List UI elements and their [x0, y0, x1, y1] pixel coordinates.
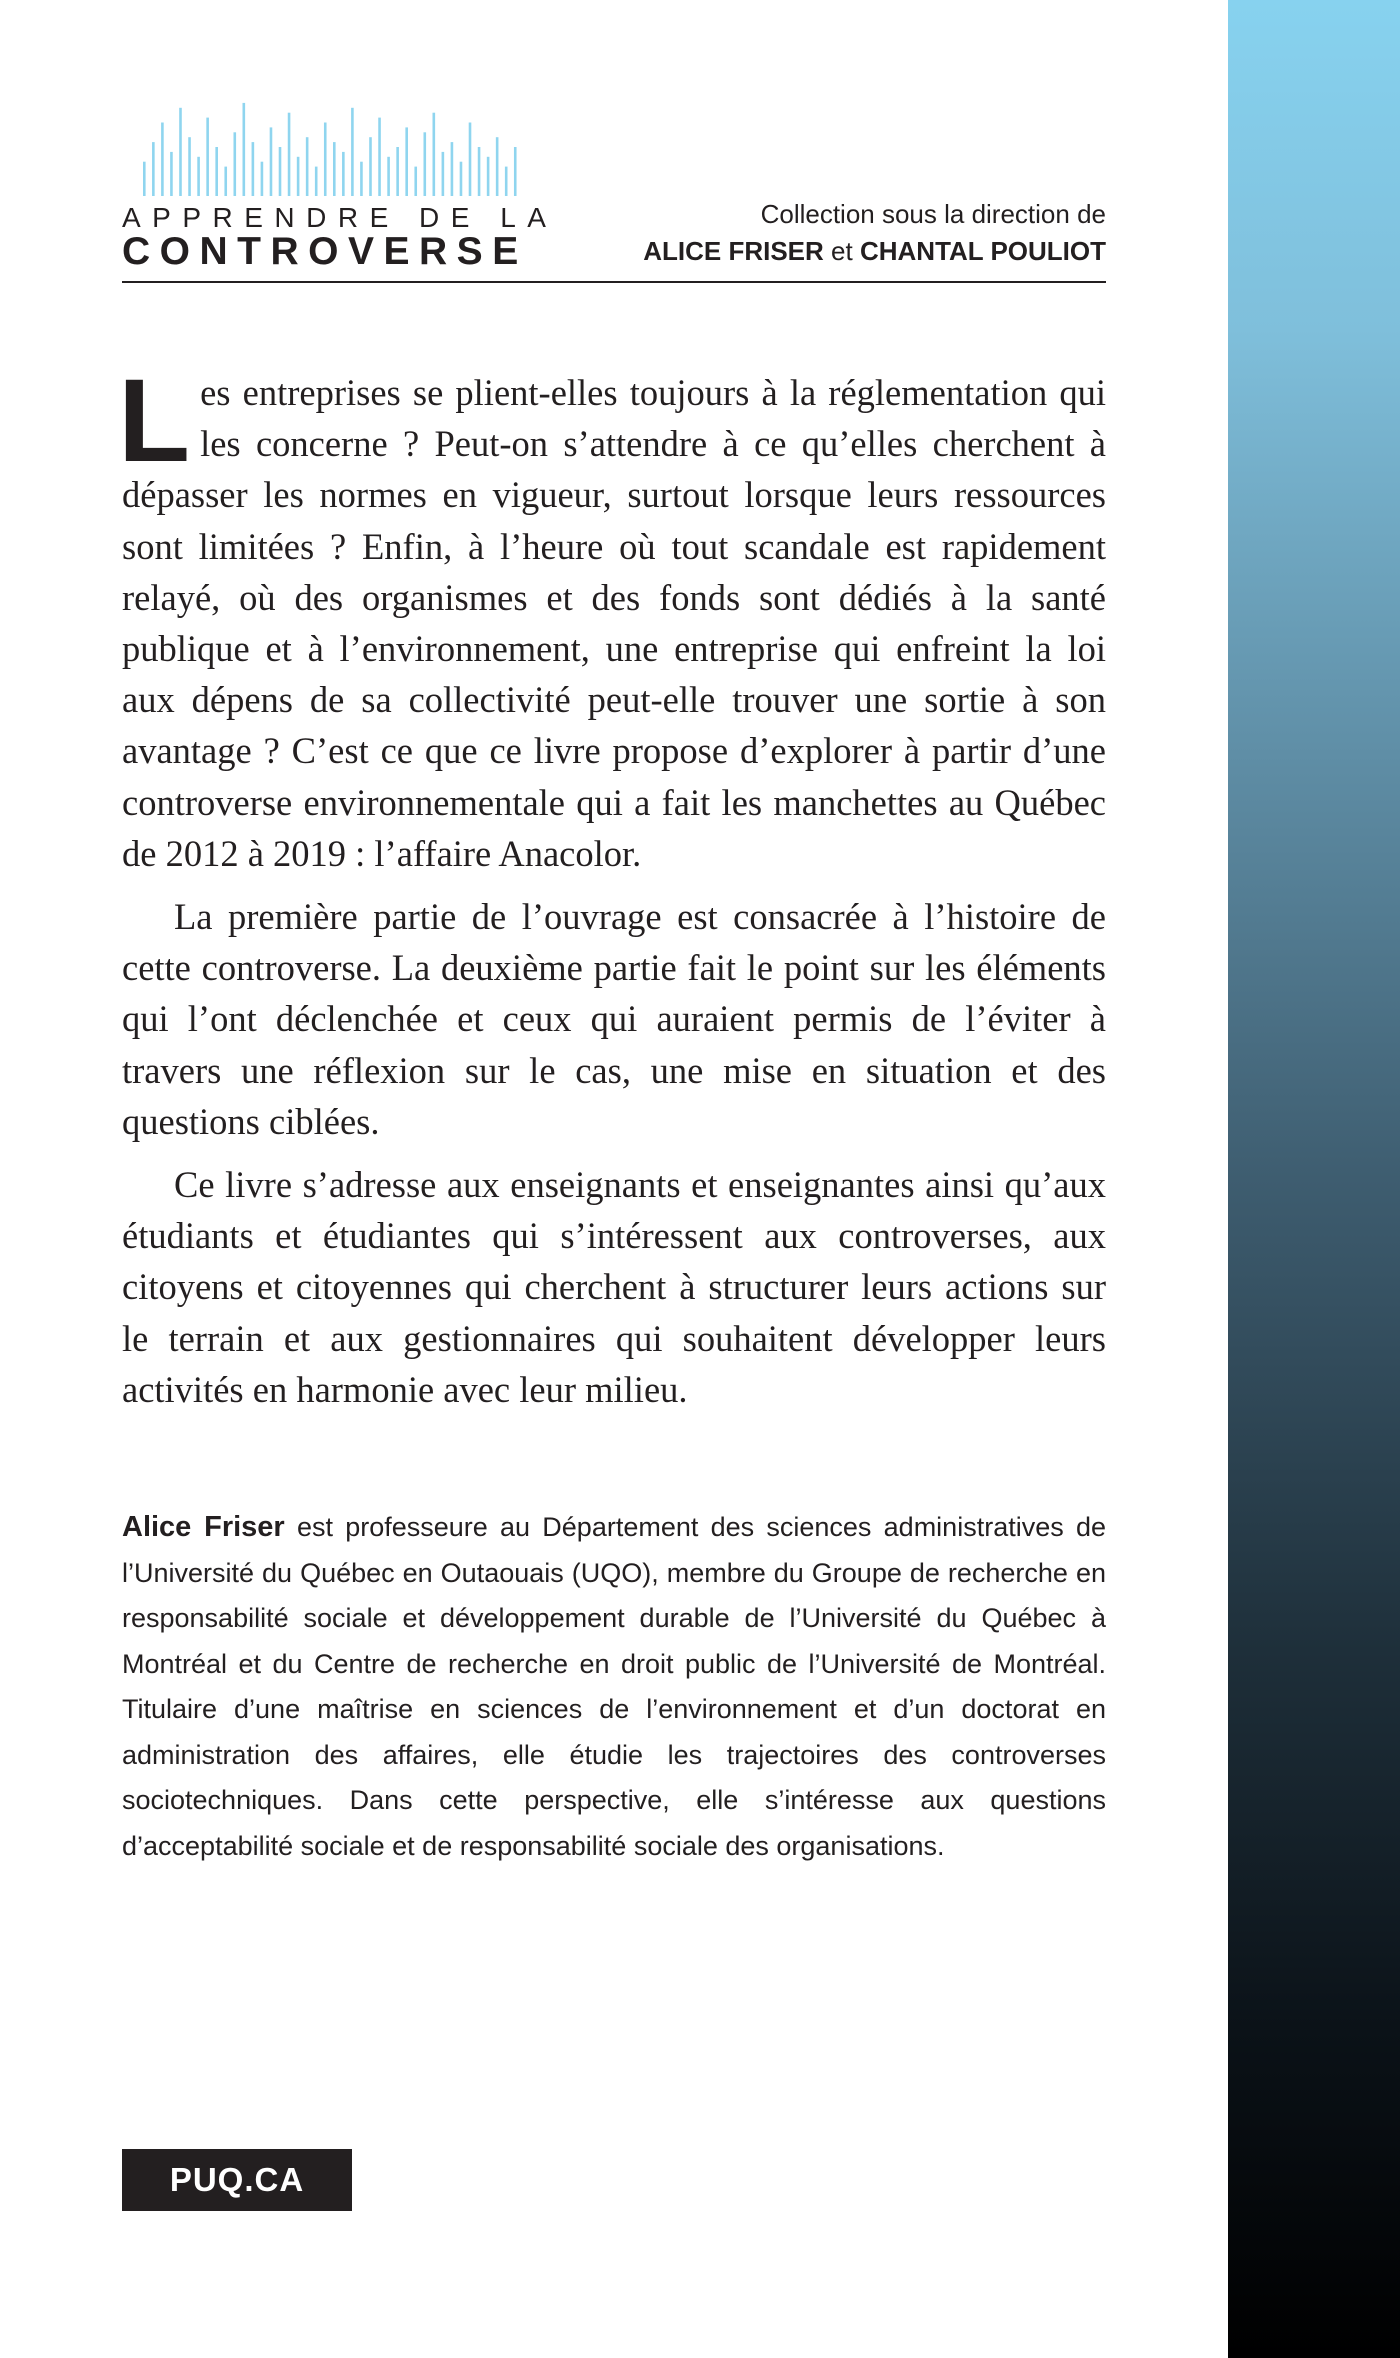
logo-bar: [224, 167, 227, 196]
logo-bar: [496, 137, 499, 196]
blurb-paragraph-2: La première partie de l’ouvrage est consacrée à l’histoire de cette controverse. La deuxième partie fait le point sur les éléments qui l’ont déclenchée et ceux qui auraient permis de l’éviter à travers une réflexion sur le cas, une mise en situation et des questions ciblées.: [122, 896, 1106, 1142]
logo-bar: [478, 147, 481, 196]
logo-bar: [161, 123, 164, 197]
logo-bar: [252, 142, 255, 196]
series-title-line1: APPRENDRE DE LA: [122, 202, 558, 233]
logo-bar: [460, 162, 463, 196]
logo-bar: [405, 127, 408, 196]
logo-bar: [288, 113, 291, 196]
logo-bar: [505, 167, 508, 196]
blurb-paragraph-1-text: es entreprises se plient-elles toujours à la réglementation qui les concerne ? Peut-on s’attendre à ce qu’elles cherchent à dépasser les normes en vigueur, surtout lorsque leurs ressources sont limitées ? Enfin, à l’heure où tout scandale est rapidement relayé, où des organismes et des fonds sont dédiés à la santé publique et à l’environnement, une entreprise qui enfreint la loi aux dépens de sa collectivité peut-elle trouver une sortie à son avantage ? C’est ce que ce livre propose d’explorer à partir d’une controverse environnementale qui a fait les manchettes au Québec de 2012 à 2019 : l’affaire Anacolor.: [122, 372, 1106, 874]
logo-bar: [215, 147, 218, 196]
collection-credit: [586, 196, 1106, 270]
editor-name-1: ALICE FRISER: [643, 236, 824, 266]
logo-bar: [451, 142, 454, 196]
logo-bar: [270, 127, 273, 196]
blurb-paragraph-1: [118, 355, 1106, 879]
logo-bar: [423, 132, 426, 196]
logo-bar: [433, 113, 436, 196]
equalizer-bars-icon: [142, 98, 522, 196]
author-bio-text: est professeure au Département des sciences administratives de l’Université du Québec en Outaouais (UQO), membre du Groupe de recherche en responsabilité sociale et développement durable de l’Université du Québec à Montréal et du Centre de recherche en droit public de l’Université de Montréal. Titulaire d’une maîtrise en sciences de l’environnement et d’un doctorat en administration des affaires, elle étudie les trajectoires des controverses sociotechniques. Dans cette perspective, elle s’intéresse aux questions d’acceptabilité sociale et de responsabilité sociale des organisations.: [122, 1512, 1106, 1861]
logo-bar: [315, 167, 318, 196]
author-bio: [122, 1505, 1106, 1869]
logo-bar: [414, 167, 417, 196]
logo-bar: [360, 162, 363, 196]
logo-bar: [188, 137, 191, 196]
logo-bar: [342, 152, 345, 196]
blurb-paragraph-3: Ce livre s’adresse aux enseignants et enseignantes ainsi qu’aux étudiants et étudiantes qui s’intéressent aux controverses, aux citoyens et citoyennes qui cherchent à structurer leurs actions sur le terrain et aux gestionnaires qui souhaitent développer leurs activités en harmonie avec leur milieu.: [122, 1164, 1106, 1410]
collection-editors: [586, 233, 1106, 270]
logo-bar: [378, 118, 381, 196]
logo-bar: [487, 157, 490, 196]
logo-bar: [306, 137, 309, 196]
logo-bar: [261, 162, 264, 196]
logo-bar: [297, 157, 300, 196]
logo-bar: [324, 123, 327, 197]
series-title-line2: CONTROVERSE: [122, 230, 528, 273]
logo-bar: [206, 118, 209, 196]
logo-bar: [514, 147, 517, 196]
editor-name-2: CHANTAL POULIOT: [859, 236, 1106, 266]
logo-bar: [396, 147, 399, 196]
logo-bar: [197, 157, 200, 196]
logo-bar: [279, 147, 282, 196]
header-divider: [122, 281, 1106, 283]
publisher-badge: PUQ.CA: [122, 2149, 352, 2211]
logo-bar: [369, 137, 372, 196]
logo-bar: [442, 152, 445, 196]
spine-gradient-band: [1228, 0, 1400, 2358]
logo-bar: [351, 108, 354, 196]
blurb: [118, 355, 1106, 1415]
drop-cap: L: [118, 355, 191, 487]
logo-bar: [179, 108, 182, 196]
editor-conjunction: et: [831, 236, 853, 266]
logo-bar: [469, 123, 472, 197]
logo-bar: [333, 142, 336, 196]
logo-bar: [143, 162, 146, 196]
logo-bar: [233, 132, 236, 196]
series-logo: [122, 98, 558, 273]
logo-bar: [387, 157, 390, 196]
collection-prefix: Collection sous la direction de: [760, 199, 1106, 229]
logo-bar: [170, 152, 173, 196]
author-name: Alice Friser: [122, 1511, 285, 1543]
logo-bar: [243, 103, 246, 196]
logo-bar: [152, 142, 155, 196]
